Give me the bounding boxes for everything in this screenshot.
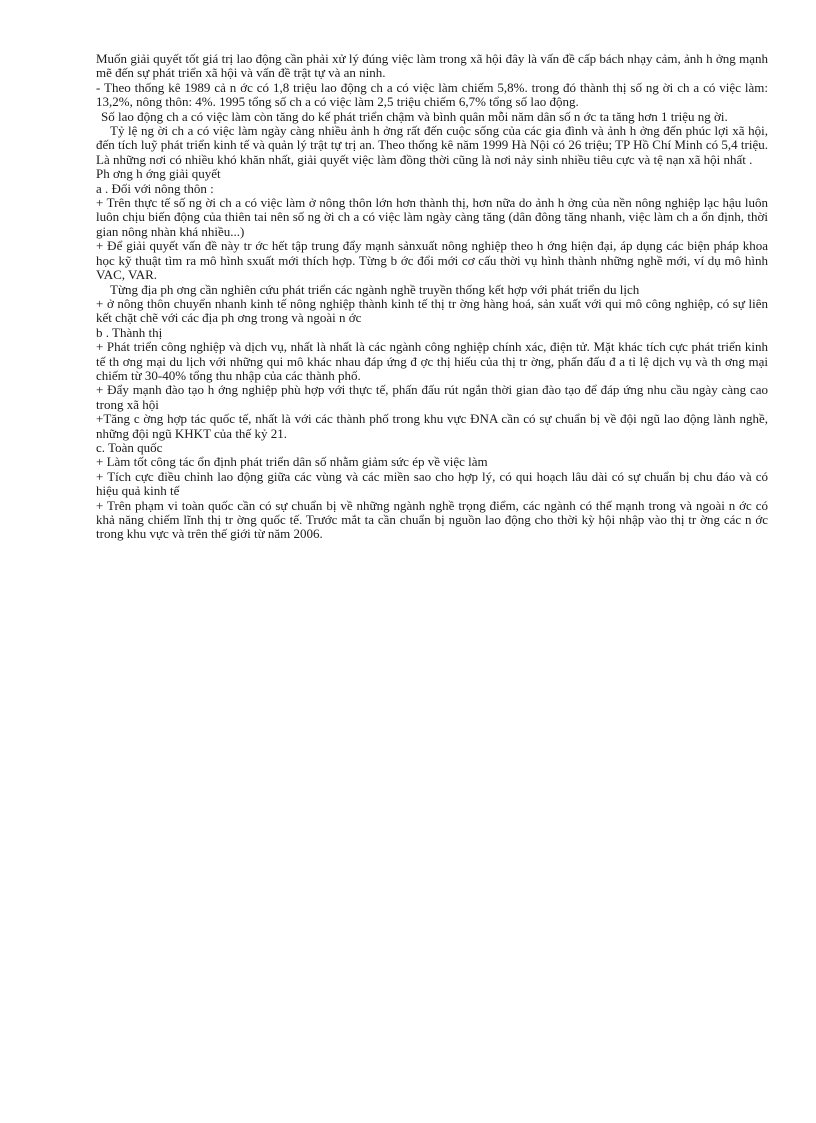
paragraph-urban-1: + Phát triển công nghiệp và dịch vụ, nhất là nhất là các ngành công nghiệp chính xác, điện tử. Mặt khác tích cực phát triển kinh tế th ơng mại du lịch với những qui mô khác nhau đáp ứng đ ợc thị hiếu của thị tr ờng, phấn đấu đ a tỉ lệ dịch vụ và th ơng mại chiếm từ 30-40% tổng thu nhập của các thành phố. — [96, 339, 768, 383]
paragraph-unemployment-growth: Số lao động ch a có việc làm còn tăng do kế phát triển chậm và bình quân mỗi năm dân số n ớc ta tăng hơn 1 triệu ng ời. — [101, 108, 728, 124]
subheading-national: c. Toàn quốc — [96, 439, 163, 455]
paragraph-rural-3: Từng địa ph ơng cần nghiên cứu phát triển các ngành nghề truyền thống kết hợp với phát triển du lịch — [110, 281, 640, 297]
subheading-rural: a . Đối với nông thôn : — [96, 180, 214, 196]
paragraph-urban-3: +Tăng c ờng hợp tác quốc tế, nhất là với các thành phố trong khu vực ĐNA cần có sự chuẩn bị về đội ngũ lao động lành nghề, những đội ngũ KHKT của thế kỷ 21. — [96, 411, 768, 441]
paragraph-urban-2: + Đẩy mạnh đào tạo h ớng nghiệp phù hợp với thực tế, phấn đấu rút ngắn thời gian đào tạo để đáp ứng nhu cầu ngày càng cao trong xã hội — [96, 382, 768, 412]
paragraph-national-1: + Làm tốt công tác ổn định phát triển dân số nhằm giảm sức ép về việc làm — [96, 454, 488, 470]
section-heading-solutions: Ph ơng h ớng giải quyết — [96, 166, 221, 182]
paragraph-national-3: + Trên phạm vi toàn quốc cần có sự chuẩn bị về những ngành nghề trọng điểm, các ngành có thế mạnh trong và ngoài n ớc có khả năng chiếm lĩnh thị tr ờng quốc tế. Trước mắt ta cần chuẩn bị nguồn lao động cho thời kỳ hội nhập vào thị tr ờng các n ớc trong khu vực và trên thế giới từ năm 2006. — [96, 497, 768, 542]
paragraph-national-2: + Tích cực điều chỉnh lao động giữa các vùng và các miền sao cho hợp lý, có qui hoạch lâu dài có sự chuẩn bị chu đáo và có hiệu quả kinh tế — [96, 468, 768, 499]
paragraph-unemployment-impact: Tỷ lệ ng ời ch a có việc làm ngày càng nhiều ảnh h ởng rất đến cuộc sống của các gia đình và ảnh h ởng đến phúc lợi xã hội, đến tích luỹ phát triển kinh tế và quản lý trật tự trị an. Theo thống kê năm 1999 Hà Nội có 26 triệu; TP Hồ Chí Minh có 5,4 triệu. Là những nơi có nhiều khó khăn nhất, giải quyết việc làm đồng thời cũng là nơi nảy sinh nhiều tiêu cực và tệ nạn xã hội nhất . — [96, 123, 768, 167]
paragraph-rural-2: + Để giải quyết vấn đề này tr ớc hết tập trung đẩy mạnh sảnxuất nông nghiệp theo h ớng hiện đại, áp dụng các biện pháp khoa học kỹ thuật tìm ra mô hình sxuất mới thích hợp. Từng b ớc đổi mới cơ cấu thời vụ hình thành những nghề mới, ví dụ mô hình VAC, VAR. — [96, 238, 768, 283]
document-page — [96, 52, 768, 542]
paragraph-rural-1: + Trên thực tế số ng ời ch a có việc làm ở nông thôn lớn hơn thành thị, hơn nữa do ảnh h ởng của nền nông nghiệp lạc hậu luôn luôn chịu biến động của thiên tai nên số ng ời ch a có việc làm ngày càng tăng (dân đông tăng nhanh, việc làm ch a ổn định, thời gian nông nhàn khá nhiều...) — [96, 195, 768, 239]
paragraph-intro: Muốn giải quyết tốt giá trị lao động cần phải xử lý đúng việc làm trong xã hội đây là vấn đề cấp bách nhạy cảm, ảnh h ởng mạnh mẽ đến sự phát triển xã hội và vấn đề trật tự và an ninh. — [96, 51, 768, 81]
paragraph-statistics-1989: - Theo thống kê 1989 cả n ớc có 1,8 triệu lao động ch a có việc làm chiếm 5,8%. trong đó thành thị số ng ời ch a có việc làm: 13,2%, nông thôn: 4%. 1995 tổng số ch a có việc làm 2,5 triệu chiếm 6,7% tổng số lao động. — [96, 79, 768, 110]
subheading-urban: b . Thành thị — [96, 324, 163, 340]
paragraph-rural-4: + ở nông thôn chuyển nhanh kinh tế nông nghiệp thành kinh tế thị tr ờng hàng hoá, sản xuất với qui mô công nghiệp, có sự liên kết chặt chẽ với các địa ph ơng trong và ngoài n ớc — [96, 295, 768, 326]
